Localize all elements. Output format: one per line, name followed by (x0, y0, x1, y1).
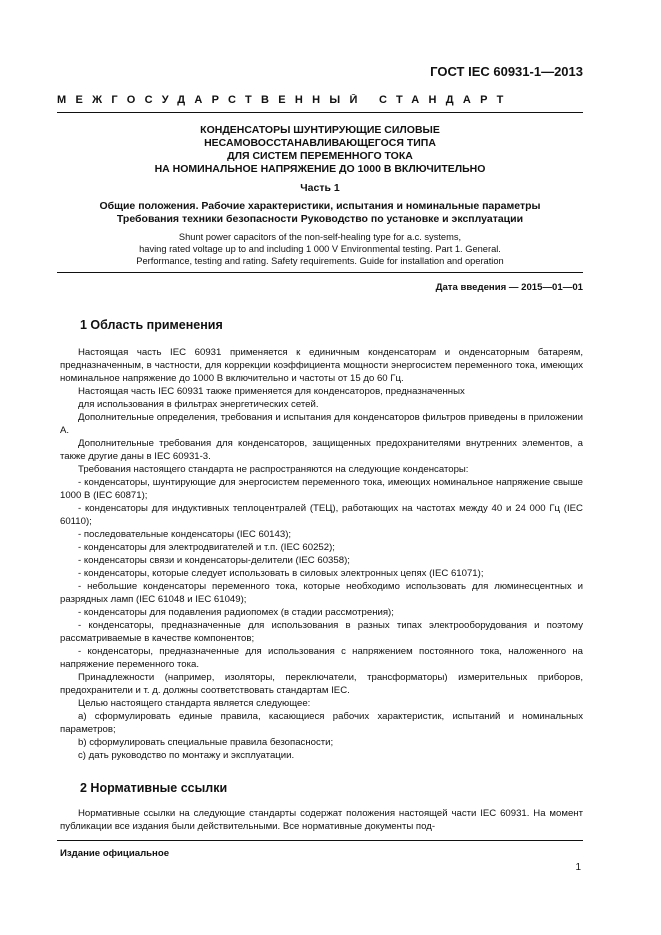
list-item: - конденсаторы, которые следует использовать в силовых электронных цепях (IEC 61071); (78, 568, 484, 579)
title-line: НА НОМИНАЛЬНОЕ НАПРЯЖЕНИЕ ДО 1000 В ВКЛЮЧИТЕЛЬНО (154, 163, 486, 175)
list-item: - конденсаторы для подавления радиопомех (в стадии рассмотрения); (78, 607, 394, 618)
title-line: КОНДЕНСАТОРЫ ШУНТИРУЮЩИЕ СИЛОВЫЕ (200, 124, 440, 136)
introduction-date: Дата введения — 2015—01—01 (435, 282, 583, 293)
page-number: 1 (575, 862, 581, 873)
english-title (57, 231, 583, 267)
title-block (57, 124, 583, 267)
list-item: - конденсаторы для индуктивных теплоцентралей (ТЕЦ), работающих на частотах между 40 и 24 000 Гц (IEC 60110); (60, 503, 583, 527)
interstate-standard-label: МЕЖГОСУДАРСТВЕННЫЙ СТАНДАРТ (57, 94, 513, 106)
list-item: - конденсаторы, предназначенные для использования в разных типах электрооборудования и поэтому рассматриваемые в качестве компонентов; (60, 620, 583, 644)
paragraph: для использования в фильтрах энергетических сетей. (78, 399, 319, 410)
paragraph: Требования настоящего стандарта не распространяются на следующие конденсаторы: (78, 464, 469, 475)
subtitle-line: Требования техники безопасности Руководство по установке и эксплуатации (116, 213, 524, 225)
part-label: Часть 1 (300, 182, 340, 194)
paragraph: Принадлежности (например, изоляторы, переключатели, трансформаторы) измерительных приборов, предохранители и т. д. должны соответствовать стандартам IEC. (60, 672, 583, 696)
paragraph: Дополнительные определения, требования и испытания для конденсаторов фильтров приведены в приложении А. (60, 412, 583, 436)
list-item: - конденсаторы для электродвигателей и т.п. (IEC 60252); (78, 542, 335, 553)
list-item: c) дать руководство по монтажу и эксплуатации. (78, 750, 295, 761)
paragraph: Настоящая часть IEC 60931 применяется к единичным конденсаторам и онденсаторным батареям, предназначенным, в частности, для коррекции коэффициента мощности энергосистем переменного тока, имеющих номинальное напряжение до 1000 В включительно и частоты от 15 до 60 Гц. (60, 347, 583, 384)
paragraph: Дополнительные требования для конденсаторов, защищенных предохранителями внутренних элементов, а также другие даны в IEC 60931-3. (60, 438, 583, 462)
list-item: - конденсаторы связи и конденсаторы-делители (IEC 60358); (78, 555, 350, 566)
edition-label: Издание официальное (60, 848, 170, 859)
list-item: a) сформулировать единые правила, касающиеся рабочих характеристик, испытаний и номинальных параметров; (60, 711, 583, 735)
title-divider (57, 272, 583, 273)
section-1-body (60, 346, 583, 762)
subtitle-line: Общие положения. Рабочие характеристики, испытания и номинальные параметры (99, 200, 541, 212)
list-item: - конденсаторы, предназначенные для использования с напряжением постоянного тока, наложенного на напряжение переменного тока. (60, 646, 583, 670)
title-line: НЕСАМОВОССТАНАВЛИВАЮЩЕГОСЯ ТИПА (204, 137, 436, 149)
section-2-body (60, 807, 583, 833)
list-item: - последовательные конденсаторы (IEC 60143); (78, 529, 292, 540)
subtitle (57, 200, 583, 226)
header-divider (57, 112, 583, 113)
english-title-line: Shunt power capacitors of the non-self-healing type for a.c. systems, (178, 232, 462, 242)
english-title-line: having rated voltage up to and including 1 000 V Environmental testing. Part 1. General. (139, 244, 501, 254)
paragraph: Целью настоящего стандарта является следующее: (78, 698, 311, 709)
list-item: - небольшие конденсаторы переменного тока, которые необходимо использовать для люминесцентных и разрядных ламп (IEC 61048 и IEC 61049); (60, 581, 583, 605)
footer-divider (57, 840, 583, 841)
paragraph: Настоящая часть IEC 60931 также применяется для конденсаторов, предназначенных (78, 386, 465, 397)
list-item: - конденсаторы, шунтирующие для энергосистем переменного тока, имеющих номинальное напряжение свыше 1000 В (IEC 60871); (60, 477, 583, 501)
paragraph: Нормативные ссылки на следующие стандарты содержат положения настоящей части IEC 60931. На момент публикации все издания были действительными. Все нормативные документы под- (60, 808, 583, 832)
standard-code: ГОСТ IEC 60931-1—2013 (430, 64, 583, 79)
section-2-heading: 2 Нормативные ссылки (80, 781, 228, 795)
english-title-line: Performance, testing and rating. Safety requirements. Guide for installation and operation (136, 256, 504, 266)
title-line: ДЛЯ СИСТЕМ ПЕРЕМЕННОГО ТОКА (227, 150, 413, 162)
section-1-heading: 1 Область применения (80, 318, 223, 332)
list-item: b) сформулировать специальные правила безопасности; (78, 737, 334, 748)
